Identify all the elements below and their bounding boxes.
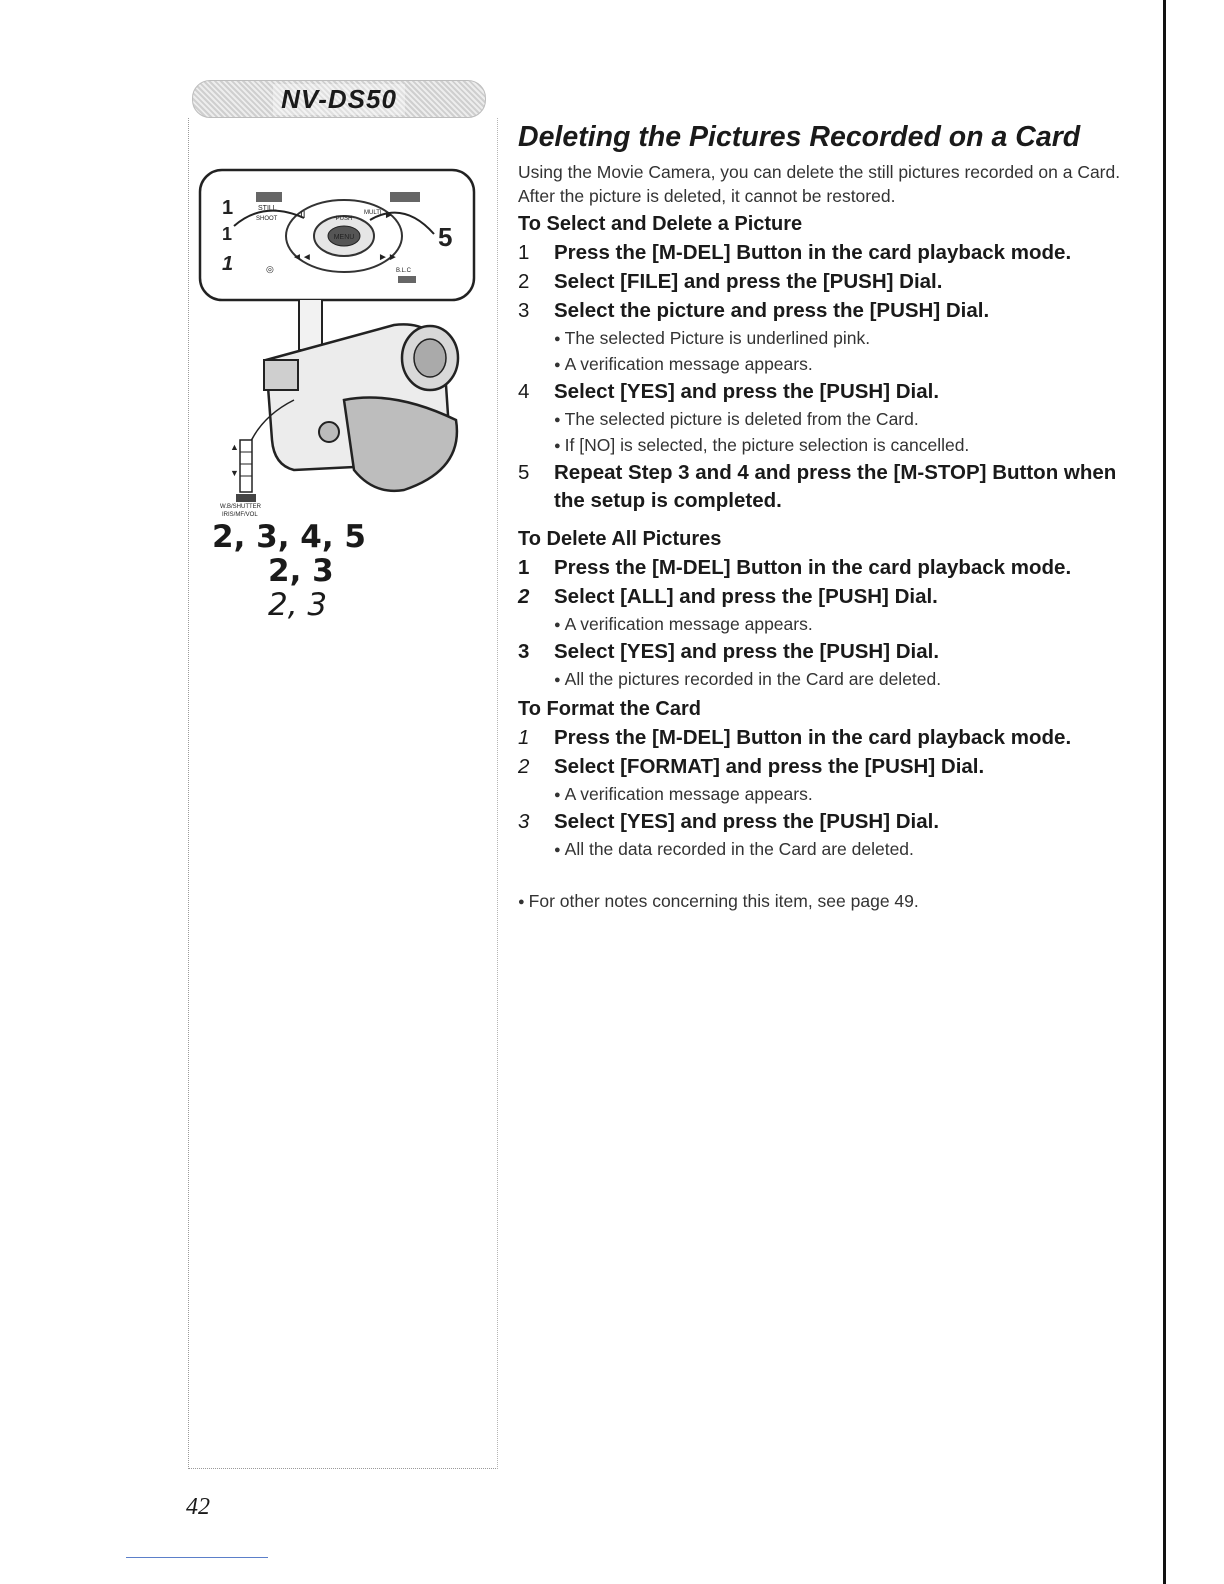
sidebar-step-ref: 2, 3, 4, 5 bbox=[212, 519, 366, 555]
shoot-label: SHOOT bbox=[256, 216, 278, 222]
callout-step-1b: 1 bbox=[222, 224, 233, 244]
still-mode-icon: ◎ bbox=[266, 264, 274, 274]
callout-step-1: 1 bbox=[222, 197, 234, 219]
step-number: 1 bbox=[518, 556, 530, 579]
down-arrow-icon: ▼ bbox=[230, 468, 239, 478]
step-item bbox=[518, 808, 1138, 836]
pause-icon: II bbox=[300, 210, 306, 221]
step-note: ● If [NO] is selected, the picture selection is cancelled. bbox=[554, 433, 1138, 459]
step-item bbox=[518, 459, 1138, 515]
intro-paragraph: Using the Movie Camera, you can delete the still pictures recorded on a Card. After the picture is deleted, it cannot be restored. bbox=[518, 162, 1121, 206]
step-item bbox=[518, 753, 1138, 781]
step-text: Press the [M-DEL] Button in the card playback mode. bbox=[554, 726, 1072, 749]
step-item bbox=[518, 268, 1138, 296]
viewfinder-icon bbox=[264, 360, 298, 390]
step-text: Press the [M-DEL] Button in the card playback mode. bbox=[554, 556, 1072, 579]
callout-step-5: 5 bbox=[438, 222, 453, 252]
play-icon: ► bbox=[384, 210, 394, 221]
push-dial-side-icon bbox=[319, 422, 339, 442]
step-text: Select [ALL] and press the [PUSH] Dial. bbox=[554, 585, 938, 608]
step-text: Select [YES] and press the [PUSH] Dial. bbox=[554, 810, 940, 833]
step-number: 2 bbox=[518, 585, 530, 608]
hand-strap-icon bbox=[344, 398, 457, 491]
step-number: 3 bbox=[518, 640, 530, 663]
section-heading: To Format the Card bbox=[518, 698, 701, 720]
step-number: 1 bbox=[518, 726, 530, 749]
sidebar-step-refs bbox=[212, 520, 366, 622]
step-note: ● All the pictures recorded in the Card are deleted. bbox=[554, 667, 1138, 693]
step-note: ● The selected Picture is underlined pink. bbox=[554, 326, 1138, 352]
step-item bbox=[518, 239, 1138, 267]
menu-label: MENU bbox=[333, 234, 355, 241]
step-note: ● A verification message appears. bbox=[554, 782, 1138, 808]
iris-focus-label: IRIS/MF/VOL bbox=[222, 512, 258, 518]
step-note: ● A verification message appears. bbox=[554, 612, 1138, 638]
sidebar-step-ref: 2, 3 bbox=[268, 553, 334, 589]
step-note: ● All the data recorded in the Card are deleted. bbox=[554, 837, 1138, 863]
camera-illustration bbox=[194, 160, 494, 520]
step-number: 5 bbox=[518, 461, 530, 484]
push-label: PUSH bbox=[335, 216, 353, 222]
step-item bbox=[518, 583, 1138, 611]
step-item bbox=[518, 724, 1138, 752]
page-edge-rule bbox=[1163, 0, 1166, 1584]
callout-step-1c: 1 bbox=[222, 253, 234, 275]
model-name: NV-DS50 bbox=[273, 84, 405, 115]
footnote: ● For other notes concerning this item, see page 49. bbox=[518, 889, 1138, 915]
model-banner bbox=[192, 80, 486, 118]
section-heading: To Delete All Pictures bbox=[518, 528, 722, 550]
step-text: Select the picture and press the [PUSH] Dial. bbox=[554, 299, 990, 322]
sidebar-step-ref: 2, 3 bbox=[268, 587, 328, 623]
wb-shutter-label: W.B/SHUTTER bbox=[220, 504, 262, 510]
step-text: Select [YES] and press the [PUSH] Dial. bbox=[554, 640, 940, 663]
step-text: Press the [M-DEL] Button in the card playback mode. bbox=[554, 241, 1072, 264]
fastforward-icon: ►► bbox=[378, 252, 398, 263]
rewind-icon: ◄◄ bbox=[292, 252, 312, 263]
step-item bbox=[518, 297, 1138, 325]
step-number: 2 bbox=[518, 270, 530, 293]
page-number: 42 bbox=[186, 1494, 210, 1520]
step-text: Select [YES] and press the [PUSH] Dial. bbox=[554, 380, 940, 403]
step-number: 3 bbox=[518, 299, 530, 322]
multi-label: MULTI bbox=[364, 210, 382, 216]
step-number: 2 bbox=[518, 755, 530, 778]
step-number: 3 bbox=[518, 810, 530, 833]
main-content bbox=[518, 118, 1138, 915]
step-number: 1 bbox=[518, 241, 530, 264]
still-label: STILL bbox=[258, 205, 277, 212]
blc-button-icon bbox=[398, 276, 416, 283]
up-arrow-icon: ▲ bbox=[230, 442, 239, 452]
page-title: Deleting the Pictures Recorded on a Card bbox=[518, 121, 1081, 153]
step-item bbox=[518, 378, 1138, 406]
step-note: ● A verification message appears. bbox=[554, 352, 1138, 378]
step-item bbox=[518, 638, 1138, 666]
section-heading: To Select and Delete a Picture bbox=[518, 213, 803, 235]
lcd-monitor-icon bbox=[299, 300, 322, 350]
step-text: Repeat Step 3 and 4 and press the [M-STOP] Button when the setup is completed. bbox=[554, 461, 1117, 512]
push-button-small-icon bbox=[236, 494, 256, 502]
step-text: Select [FORMAT] and press the [PUSH] Dial. bbox=[554, 755, 985, 778]
step-number: 4 bbox=[518, 380, 530, 403]
step-text: Select [FILE] and press the [PUSH] Dial. bbox=[554, 270, 943, 293]
step-item bbox=[518, 554, 1138, 582]
step-note: ● The selected picture is deleted from the Card. bbox=[554, 407, 1138, 433]
m-stop-button-icon bbox=[390, 192, 420, 202]
bottom-rule bbox=[126, 1557, 268, 1558]
side-slider-icon bbox=[240, 440, 252, 492]
blc-label: B.L.C bbox=[396, 268, 412, 274]
m-del-button-icon bbox=[256, 192, 282, 202]
